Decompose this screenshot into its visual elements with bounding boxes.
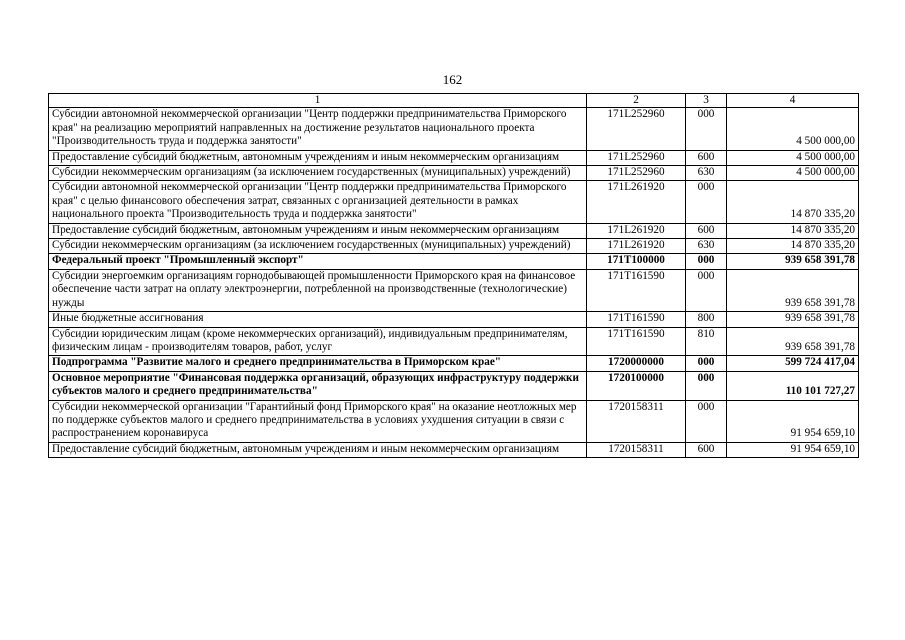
row-sum-cell: 14 870 335,20 bbox=[727, 223, 859, 238]
row-code-cell: 1720000000 bbox=[587, 356, 686, 371]
row-type-cell: 600 bbox=[686, 223, 727, 238]
row-type-cell: 630 bbox=[686, 166, 727, 181]
row-sum-cell: 91 954 659,10 bbox=[727, 400, 859, 442]
column-header-3: 3 bbox=[686, 94, 727, 108]
table-row bbox=[49, 312, 859, 327]
row-type-cell: 000 bbox=[686, 371, 727, 400]
row-name-cell: Иные бюджетные ассигнования bbox=[49, 312, 587, 327]
row-type-cell: 000 bbox=[686, 269, 727, 311]
table-row bbox=[49, 371, 859, 400]
row-code-cell: 1720100000 bbox=[587, 371, 686, 400]
row-sum-cell: 4 500 000,00 bbox=[727, 166, 859, 181]
table-row bbox=[49, 400, 859, 442]
row-type-cell: 600 bbox=[686, 150, 727, 165]
row-type-cell: 000 bbox=[686, 400, 727, 442]
row-code-cell: 171L261920 bbox=[587, 181, 686, 223]
table-row bbox=[49, 356, 859, 371]
row-code-cell: 171L252960 bbox=[587, 166, 686, 181]
table-row bbox=[49, 269, 859, 311]
row-name-cell: Субсидии автономной некоммерческой организации "Центр поддержки предпринимательства Приморского края" на реализацию мероприятий направленных на достижение результатов национального проекта "Производительность труда и поддержка занятости" bbox=[49, 108, 587, 150]
row-name-cell: Основное мероприятие "Финансовая поддержка организаций, образующих инфраструктуру поддержки субъектов малого и среднего предпринимательства" bbox=[49, 371, 587, 400]
row-name-cell: Субсидии некоммерческим организациям (за исключением государственных (муниципальных) учреждений) bbox=[49, 239, 587, 254]
row-sum-cell: 14 870 335,20 bbox=[727, 239, 859, 254]
column-header-1: 1 bbox=[49, 94, 587, 108]
row-sum-cell: 4 500 000,00 bbox=[727, 150, 859, 165]
table-row bbox=[49, 108, 859, 150]
row-code-cell: 171L261920 bbox=[587, 223, 686, 238]
row-name-cell: Федеральный проект "Промышленный экспорт" bbox=[49, 254, 587, 269]
row-code-cell: 171T100000 bbox=[587, 254, 686, 269]
row-type-cell: 000 bbox=[686, 181, 727, 223]
table-body bbox=[49, 108, 859, 458]
row-code-cell: 171T161590 bbox=[587, 269, 686, 311]
row-sum-cell: 4 500 000,00 bbox=[727, 108, 859, 150]
row-name-cell: Подпрограмма "Развитие малого и среднего предпринимательства в Приморском крае" bbox=[49, 356, 587, 371]
table-header bbox=[49, 94, 859, 108]
table-row bbox=[49, 442, 859, 457]
row-name-cell: Предоставление субсидий бюджетным, автономным учреждениям и иным некоммерческим организациям bbox=[49, 442, 587, 457]
page-number: 162 bbox=[442, 72, 463, 87]
row-code-cell: 171L252960 bbox=[587, 150, 686, 165]
table-row bbox=[49, 166, 859, 181]
table-row bbox=[49, 150, 859, 165]
row-name-cell: Субсидии некоммерческой организации "Гарантийный фонд Приморского края" на оказание неотложных мер по поддержке субъектов малого и среднего предпринимательства в условиях ухудшения ситуации в связи с распространением коронавируса bbox=[49, 400, 587, 442]
row-name-cell: Субсидии юридическим лицам (кроме некоммерческих организаций), индивидуальным предпринимателям, физическим лицам - производителям товаров, работ, услуг bbox=[49, 327, 587, 356]
budget-table bbox=[48, 93, 859, 458]
row-code-cell: 1720158311 bbox=[587, 442, 686, 457]
row-sum-cell: 939 658 391,78 bbox=[727, 312, 859, 327]
row-type-cell: 000 bbox=[686, 254, 727, 269]
table-row bbox=[49, 327, 859, 356]
row-sum-cell: 14 870 335,20 bbox=[727, 181, 859, 223]
row-name-cell: Субсидии энергоемким организациям горнодобывающей промышленности Приморского края на финансовое обеспечение части затрат на оплату электроэнергии, потребленной на производственные (технологические) нужды bbox=[49, 269, 587, 311]
row-type-cell: 600 bbox=[686, 442, 727, 457]
row-code-cell: 171T161590 bbox=[587, 312, 686, 327]
table-row bbox=[49, 239, 859, 254]
row-type-cell: 810 bbox=[686, 327, 727, 356]
table-row bbox=[49, 181, 859, 223]
row-sum-cell: 91 954 659,10 bbox=[727, 442, 859, 457]
row-sum-cell: 110 101 727,27 bbox=[727, 371, 859, 400]
row-type-cell: 800 bbox=[686, 312, 727, 327]
row-name-cell: Субсидии некоммерческим организациям (за исключением государственных (муниципальных) учреждений) bbox=[49, 166, 587, 181]
row-type-cell: 000 bbox=[686, 108, 727, 150]
row-type-cell: 000 bbox=[686, 356, 727, 371]
row-sum-cell: 939 658 391,78 bbox=[727, 327, 859, 356]
row-name-cell: Субсидии автономной некоммерческой организации "Центр поддержки предпринимательства Приморского края" с целью финансового обеспечения затрат, связанных с организацией деятельности в рамках национального проекта "Производительность труда и поддержка занятости" bbox=[49, 181, 587, 223]
header-row bbox=[49, 94, 859, 108]
row-code-cell: 171L261920 bbox=[587, 239, 686, 254]
column-header-2: 2 bbox=[587, 94, 686, 108]
row-code-cell: 1720158311 bbox=[587, 400, 686, 442]
column-header-4: 4 bbox=[727, 94, 859, 108]
row-sum-cell: 599 724 417,04 bbox=[727, 356, 859, 371]
row-name-cell: Предоставление субсидий бюджетным, автономным учреждениям и иным некоммерческим организациям bbox=[49, 223, 587, 238]
table-row bbox=[49, 254, 859, 269]
row-code-cell: 171L252960 bbox=[587, 108, 686, 150]
row-type-cell: 630 bbox=[686, 239, 727, 254]
row-sum-cell: 939 658 391,78 bbox=[727, 269, 859, 311]
row-code-cell: 171T161590 bbox=[587, 327, 686, 356]
row-sum-cell: 939 658 391,78 bbox=[727, 254, 859, 269]
row-name-cell: Предоставление субсидий бюджетным, автономным учреждениям и иным некоммерческим организациям bbox=[49, 150, 587, 165]
table-row bbox=[49, 223, 859, 238]
